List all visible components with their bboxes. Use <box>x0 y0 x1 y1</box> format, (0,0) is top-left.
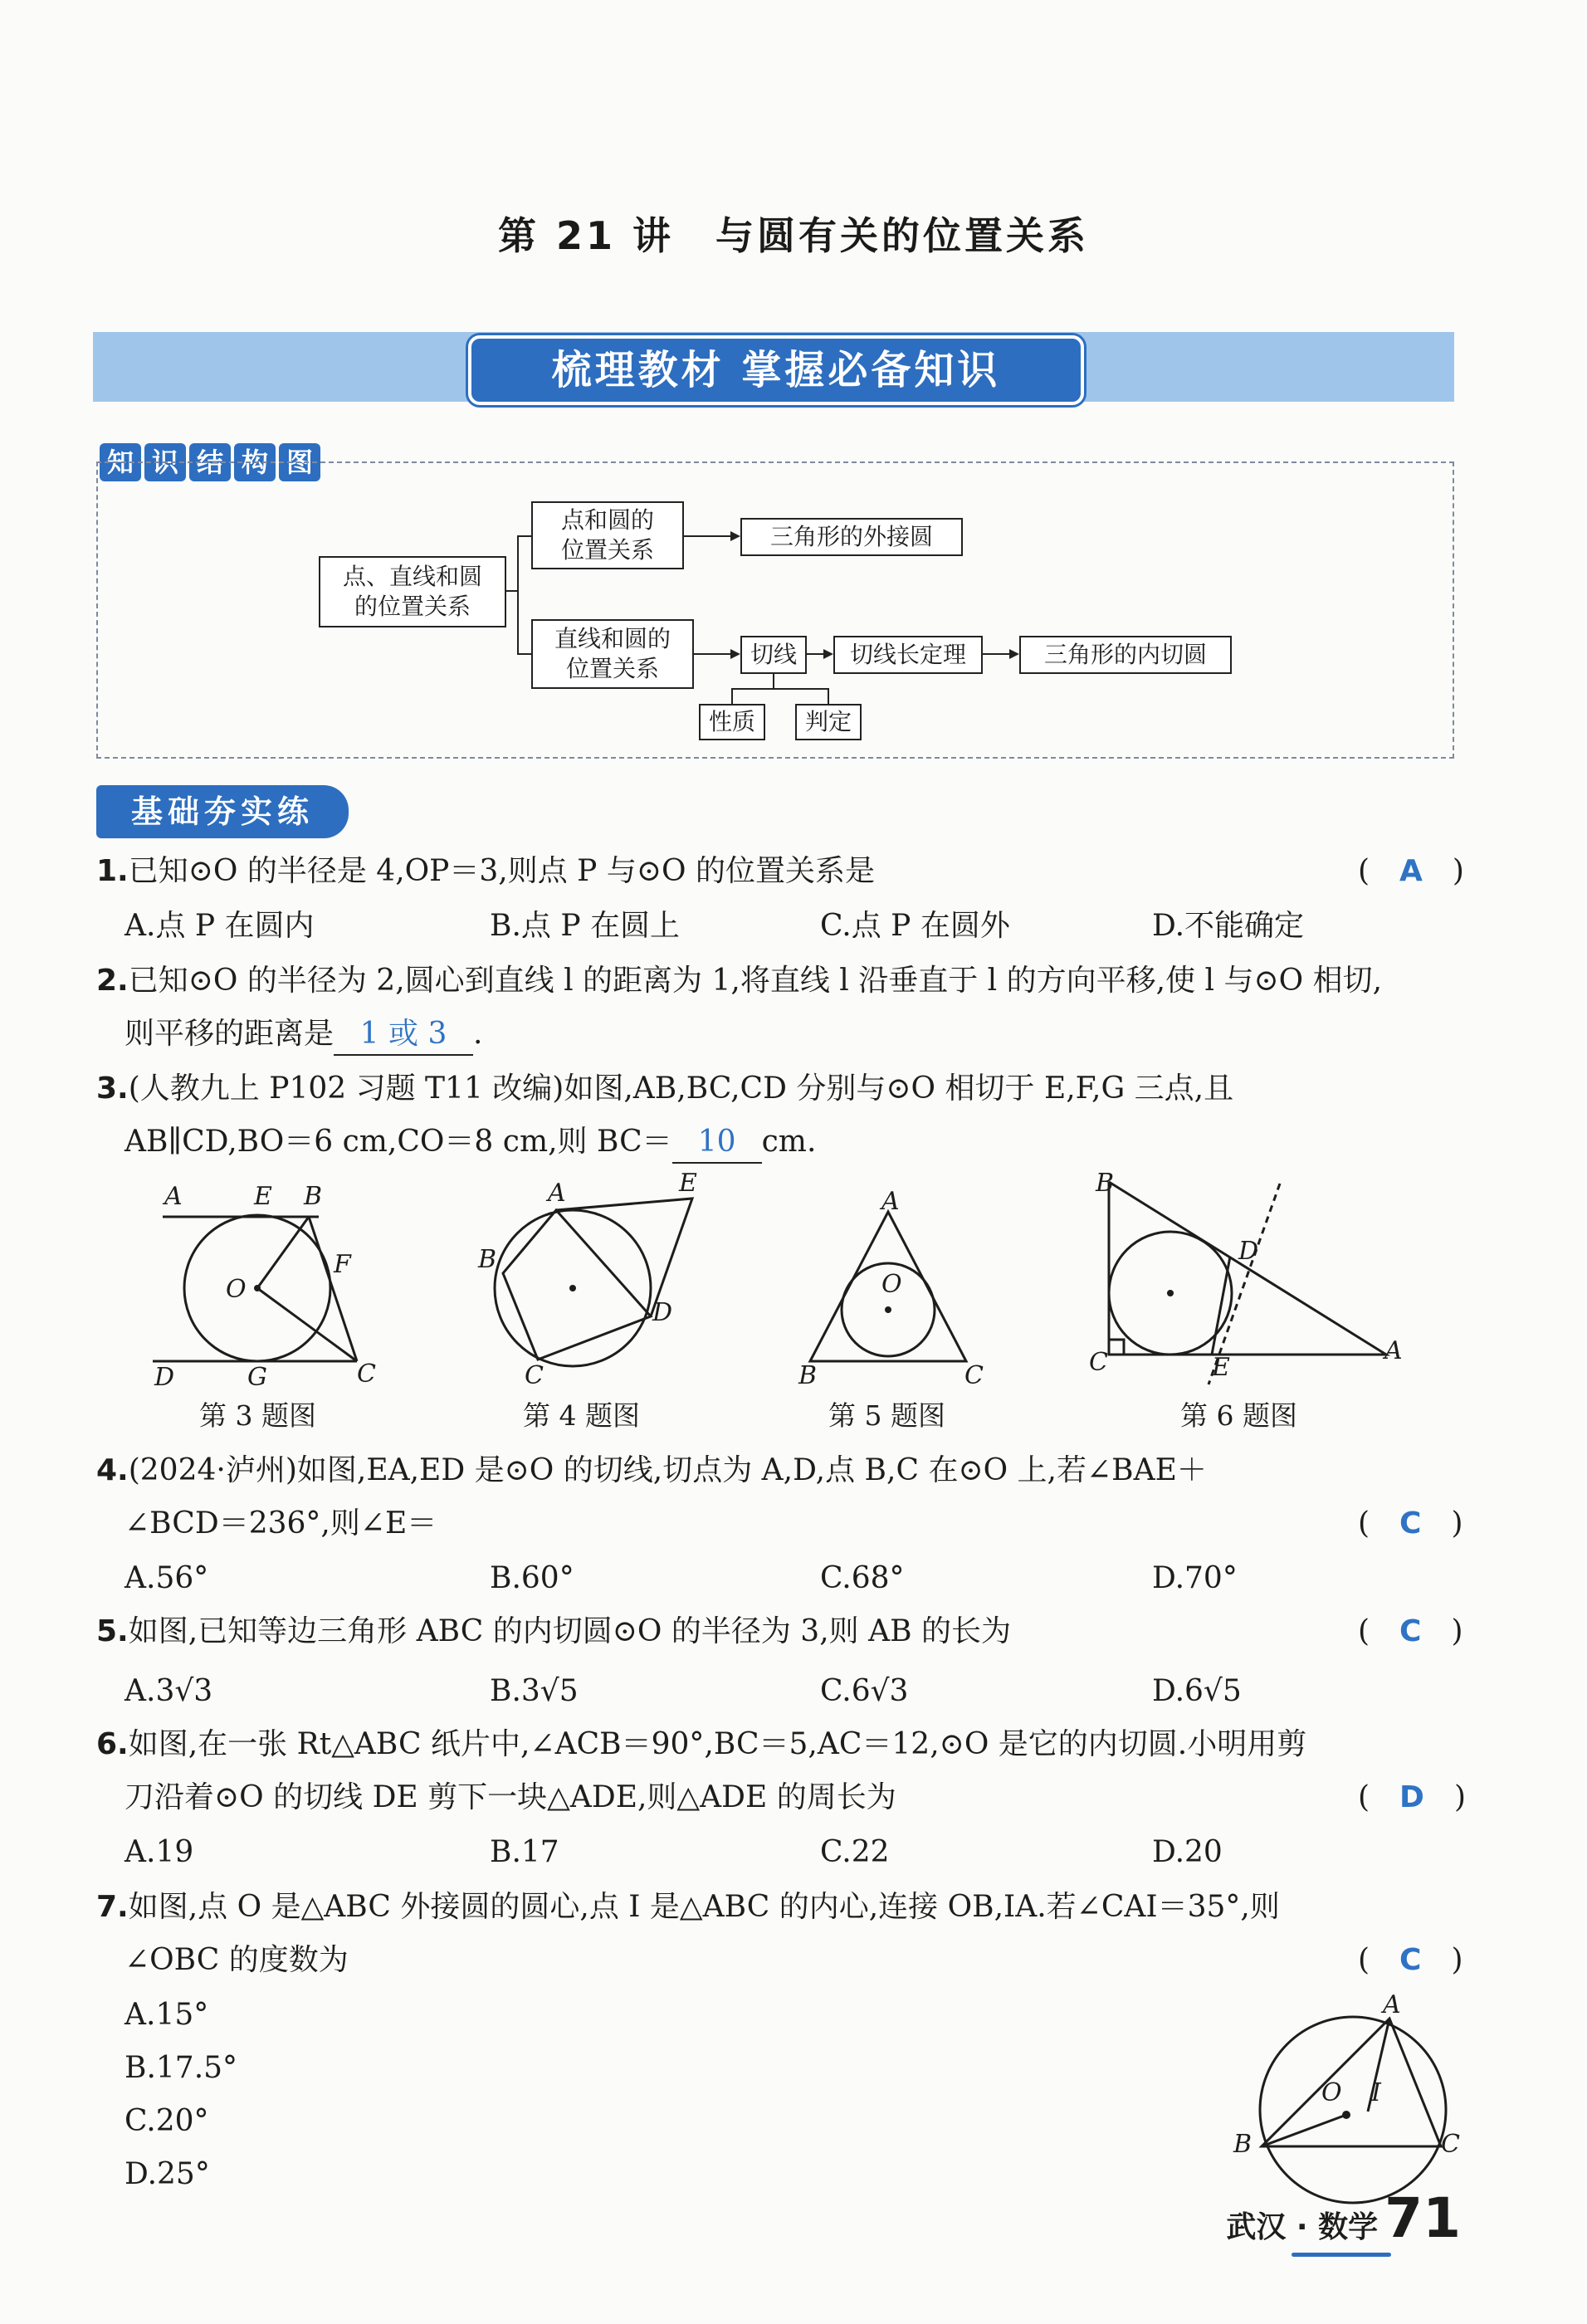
map-node-line-circle: 直线和圆的 位置关系 <box>531 619 694 689</box>
question-3-line-2 <box>125 1122 816 1164</box>
map-node-criterion: 判定 <box>795 704 862 740</box>
option: B.60° <box>490 1561 574 1595</box>
option: B.17 <box>490 1835 559 1869</box>
question-text: . <box>473 1017 483 1051</box>
question-text: (人教九上 P102 习题 T11 改编)如图,AB,BC,CD 分别与⊙O 相切于 E,F,G 三点,且 <box>128 1072 1234 1106</box>
map-node-property: 性质 <box>699 704 765 740</box>
question-text: 已知⊙O 的半径为 2,圆心到直线 l 的距离为 1,将直线 l 沿垂直于 l 的方向平移,使 l 与⊙O 相切, <box>128 964 1383 998</box>
map-node-tangent: 切线 <box>740 636 807 674</box>
figure-label: A <box>881 1187 900 1216</box>
figure-label: B <box>478 1245 497 1274</box>
figure-label: B <box>304 1182 323 1211</box>
option: C.68° <box>820 1561 905 1595</box>
tag-char: 结 <box>189 443 231 481</box>
question-text: (2024·泸州)如图,EA,ED 是⊙O 的切线,切点为 A,D,点 B,C 在⊙O 上,若∠BAE＋ <box>128 1453 1207 1487</box>
footer-underline <box>1292 2253 1391 2257</box>
figure-label: A <box>164 1182 183 1211</box>
figure-label: E <box>1212 1353 1230 1382</box>
answer: C <box>1399 1506 1422 1540</box>
map-node-root: 点、直线和圆 的位置关系 <box>319 556 506 627</box>
question-3 <box>96 1069 1233 1109</box>
answer-blank: 10 <box>672 1122 762 1164</box>
option: C.6√3 <box>820 1674 909 1708</box>
map-node-circumcircle: 三角形的外接圆 <box>740 518 963 556</box>
question-number: 3. <box>96 1072 129 1106</box>
question-1 <box>96 852 875 891</box>
map-node-tangent-length: 切线长定理 <box>833 636 983 674</box>
option: D.20 <box>1152 1835 1223 1869</box>
answer: C <box>1399 1943 1422 1977</box>
concept-map-connectors <box>0 0 1587 830</box>
figure-label: F <box>334 1250 351 1279</box>
figure-label: O <box>881 1270 902 1299</box>
figure-label: C <box>357 1360 376 1389</box>
option: D.70° <box>1152 1561 1238 1595</box>
option: B.3√5 <box>490 1674 579 1708</box>
figure-label: A <box>1383 1990 1401 2019</box>
answer-paren-5: ( C ) <box>1358 1614 1463 1648</box>
figure-label: E <box>254 1182 272 1211</box>
question-2-line-2 <box>125 1014 482 1056</box>
tag-char: 图 <box>279 443 320 481</box>
figure-label: D <box>652 1298 673 1327</box>
answer: A <box>1399 854 1423 888</box>
question-text: 如图,已知等边三角形 ABC 的内切圆⊙O 的半径为 3,则 AB 的长为 <box>128 1614 1011 1648</box>
option: B.点 P 在圆上 <box>490 909 681 943</box>
figure-caption: 第 5 题图 <box>828 1399 945 1432</box>
option: A.19 <box>125 1835 194 1869</box>
banner-label: 梳理教材 掌握必备知识 <box>468 335 1084 405</box>
question-text: ∠OBC 的度数为 <box>125 1943 349 1977</box>
question-number: 1. <box>96 854 129 888</box>
page-title: 第 21 讲 与圆有关的位置关系 <box>497 213 1090 258</box>
figure-label: G <box>247 1363 267 1392</box>
figure-label: O <box>226 1275 247 1304</box>
question-5 <box>96 1612 1011 1652</box>
figure-label: C <box>1089 1348 1108 1377</box>
question-7 <box>96 1887 1280 1927</box>
figure-caption: 第 3 题图 <box>199 1399 316 1432</box>
option: A.点 P 在圆内 <box>125 909 315 943</box>
question-4 <box>96 1451 1207 1491</box>
answer-paren-7: ( C ) <box>1358 1943 1463 1977</box>
figure-label: E <box>679 1169 697 1198</box>
figure-label: C <box>964 1361 984 1390</box>
figure-label: A <box>1384 1336 1403 1365</box>
figure-label: B <box>1096 1169 1115 1198</box>
option: D.25° <box>125 2157 210 2191</box>
section-pill: 基础夯实练 <box>96 785 349 838</box>
page-footer <box>1226 2186 1461 2250</box>
map-node-incircle: 三角形的内切圆 <box>1019 636 1232 674</box>
question-text: 已知⊙O 的半径是 4,OP＝3,则点 P 与⊙O 的位置关系是 <box>128 854 875 888</box>
question-number: 6. <box>96 1727 129 1761</box>
footer-region: 武汉 · 数学 <box>1226 2210 1379 2244</box>
question-2 <box>96 961 1382 1001</box>
page-number: 71 <box>1384 2186 1461 2250</box>
option: C.点 P 在圆外 <box>820 909 1010 943</box>
question-text: 如图,点 O 是△ABC 外接圆的圆心,点 I 是△ABC 的内心,连接 OB,IA.若∠CAI＝35°,则 <box>128 1890 1280 1924</box>
answer-paren-1: ( A ) <box>1358 854 1464 888</box>
option: B.17.5° <box>125 2051 238 2085</box>
figure-label: B <box>798 1361 818 1390</box>
figure-7 <box>1228 1992 1477 2208</box>
question-text: cm. <box>761 1125 817 1159</box>
question-text: 如图,在一张 Rt△ABC 纸片中,∠ACB＝90°,BC＝5,AC＝12,⊙O 是它的内切圆.小明用剪 <box>128 1727 1307 1761</box>
figure-label: B <box>1233 2130 1253 2159</box>
answer: D <box>1399 1780 1424 1814</box>
option: D.6√5 <box>1152 1674 1242 1708</box>
figure-caption: 第 4 题图 <box>523 1399 640 1432</box>
tag-char: 知 <box>100 443 141 481</box>
figure-label: C <box>525 1361 544 1390</box>
answer: C <box>1399 1614 1422 1648</box>
question-text: ∠BCD＝236°,则∠E＝ <box>125 1506 437 1540</box>
figure-caption: 第 6 题图 <box>1180 1399 1297 1432</box>
question-number: 2. <box>96 964 129 998</box>
figure-label: A <box>548 1179 566 1208</box>
option: C.20° <box>125 2104 209 2138</box>
answer-paren-6: ( D ) <box>1358 1780 1466 1814</box>
figure-label: I <box>1371 2078 1381 2107</box>
map-node-point-circle: 点和圆的 位置关系 <box>531 501 684 569</box>
tag-char: 识 <box>144 443 186 481</box>
question-number: 5. <box>96 1614 129 1648</box>
question-number: 4. <box>96 1453 129 1487</box>
tag-char: 构 <box>234 443 276 481</box>
option: C.22 <box>820 1835 890 1869</box>
question-number: 7. <box>96 1890 129 1924</box>
answer-blank: 1 或 3 <box>334 1014 473 1056</box>
figure-label: D <box>154 1363 175 1392</box>
question-text: 刀沿着⊙O 的切线 DE 剪下一块△ADE,则△ADE 的周长为 <box>125 1780 896 1814</box>
question-text: AB∥CD,BO＝6 cm,CO＝8 cm,则 BC＝ <box>125 1125 672 1159</box>
answer-paren-4: ( C ) <box>1358 1506 1463 1540</box>
figure-label: C <box>1441 2130 1460 2159</box>
question-6 <box>96 1725 1306 1765</box>
figure-label: D <box>1238 1237 1259 1266</box>
option: A.3√3 <box>125 1674 213 1708</box>
option: A.56° <box>125 1561 209 1595</box>
option: D.不能确定 <box>1152 909 1305 943</box>
question-text: 则平移的距离是 <box>125 1017 334 1051</box>
option: A.15° <box>125 1998 209 2032</box>
figure-label: O <box>1321 2078 1342 2107</box>
